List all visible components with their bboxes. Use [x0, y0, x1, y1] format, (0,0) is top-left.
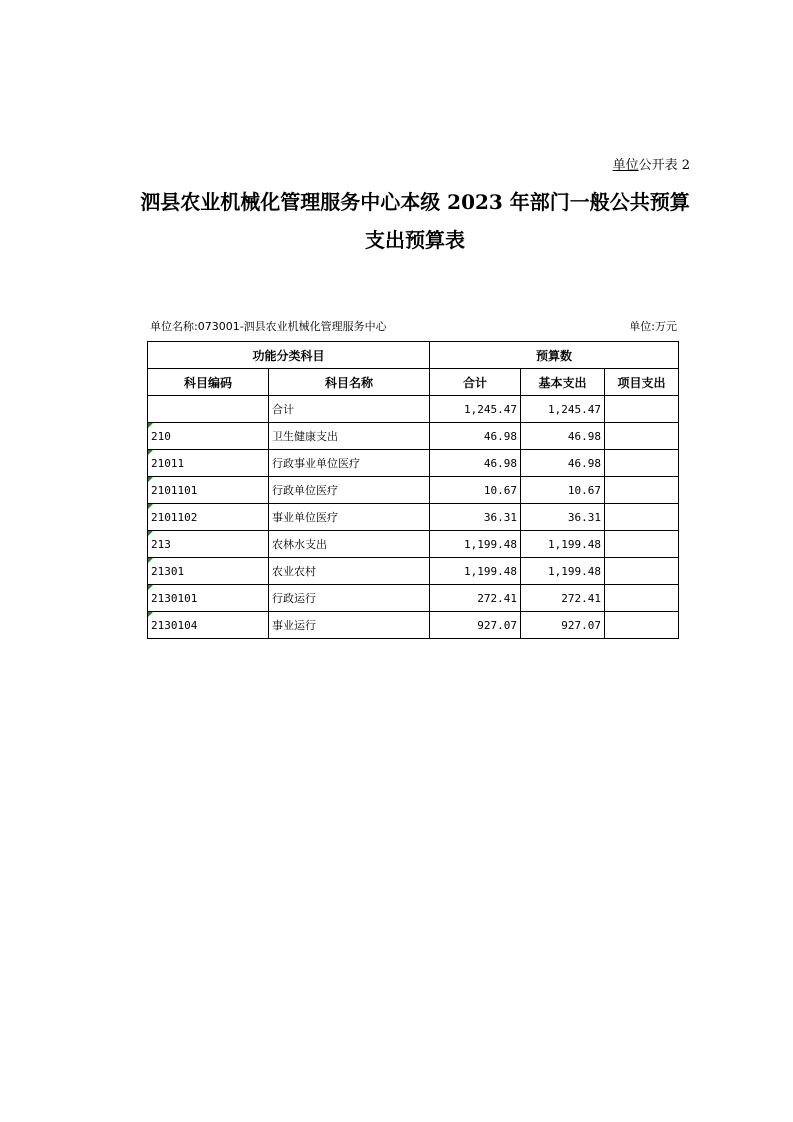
row-name: 卫生健康支出 — [269, 423, 430, 450]
row-name: 农林水支出 — [269, 531, 430, 558]
row-name: 行政运行 — [269, 585, 430, 612]
row-project — [605, 450, 679, 477]
row-project — [605, 585, 679, 612]
row-project — [605, 558, 679, 585]
row-code — [148, 396, 269, 423]
row-project — [605, 531, 679, 558]
table-row — [148, 477, 679, 504]
document-title-line-1: 泗县农业机械化管理服务中心本级 2023 年部门一般公共预算 — [140, 190, 690, 214]
table-row — [148, 558, 679, 585]
column-header-total: 合计 — [430, 369, 521, 396]
table-row — [148, 396, 679, 423]
row-name: 农业农村 — [269, 558, 430, 585]
row-code: 2130104 — [148, 612, 269, 639]
row-name: 合计 — [269, 396, 430, 423]
row-basic: 10.67 — [521, 477, 605, 504]
row-project — [605, 423, 679, 450]
row-basic: 1,245.47 — [521, 396, 605, 423]
row-total: 10.67 — [430, 477, 521, 504]
column-header-project: 项目支出 — [605, 369, 679, 396]
row-project — [605, 504, 679, 531]
row-total: 46.98 — [430, 423, 521, 450]
row-code: 21301 — [148, 558, 269, 585]
row-project — [605, 477, 679, 504]
row-total: 272.41 — [430, 585, 521, 612]
budget-group-header: 预算数 — [430, 342, 679, 369]
row-basic: 36.31 — [521, 504, 605, 531]
table-number-text: 公开表 2 — [638, 158, 690, 173]
row-total: 36.31 — [430, 504, 521, 531]
table-row — [148, 585, 679, 612]
row-code: 2130101 — [148, 585, 269, 612]
row-name: 行政单位医疗 — [269, 477, 430, 504]
currency-unit-label: 单位:万元 — [629, 320, 677, 333]
row-basic: 1,199.48 — [521, 558, 605, 585]
table-number-label — [613, 154, 690, 173]
row-total: 46.98 — [430, 450, 521, 477]
table-number-unit: 单位 — [612, 158, 639, 173]
row-name: 事业运行 — [269, 612, 430, 639]
budget-table — [147, 341, 679, 639]
row-code: 2101101 — [148, 477, 269, 504]
table-row — [148, 612, 679, 639]
column-header-row — [148, 369, 679, 396]
row-total: 1,199.48 — [430, 531, 521, 558]
row-basic: 1,199.48 — [521, 531, 605, 558]
row-basic: 272.41 — [521, 585, 605, 612]
column-header-code: 科目编码 — [148, 369, 269, 396]
row-name: 事业单位医疗 — [269, 504, 430, 531]
row-code: 2101102 — [148, 504, 269, 531]
table-row — [148, 504, 679, 531]
row-code: 210 — [148, 423, 269, 450]
row-basic: 927.07 — [521, 612, 605, 639]
row-total: 927.07 — [430, 612, 521, 639]
row-total: 1,199.48 — [430, 558, 521, 585]
table-row — [148, 423, 679, 450]
column-header-basic: 基本支出 — [521, 369, 605, 396]
row-basic: 46.98 — [521, 450, 605, 477]
column-header-name: 科目名称 — [269, 369, 430, 396]
row-total: 1,245.47 — [430, 396, 521, 423]
group-header-row — [148, 342, 679, 369]
row-basic: 46.98 — [521, 423, 605, 450]
table-row — [148, 450, 679, 477]
classification-group-header: 功能分类科目 — [148, 342, 430, 369]
row-name: 行政事业单位医疗 — [269, 450, 430, 477]
unit-name-label: 单位名称:073001-泗县农业机械化管理服务中心 — [150, 320, 387, 333]
row-code: 21011 — [148, 450, 269, 477]
row-code: 213 — [148, 531, 269, 558]
table-row — [148, 531, 679, 558]
row-project — [605, 396, 679, 423]
row-project — [605, 612, 679, 639]
document-title-line-2: 支出预算表 — [365, 228, 465, 252]
